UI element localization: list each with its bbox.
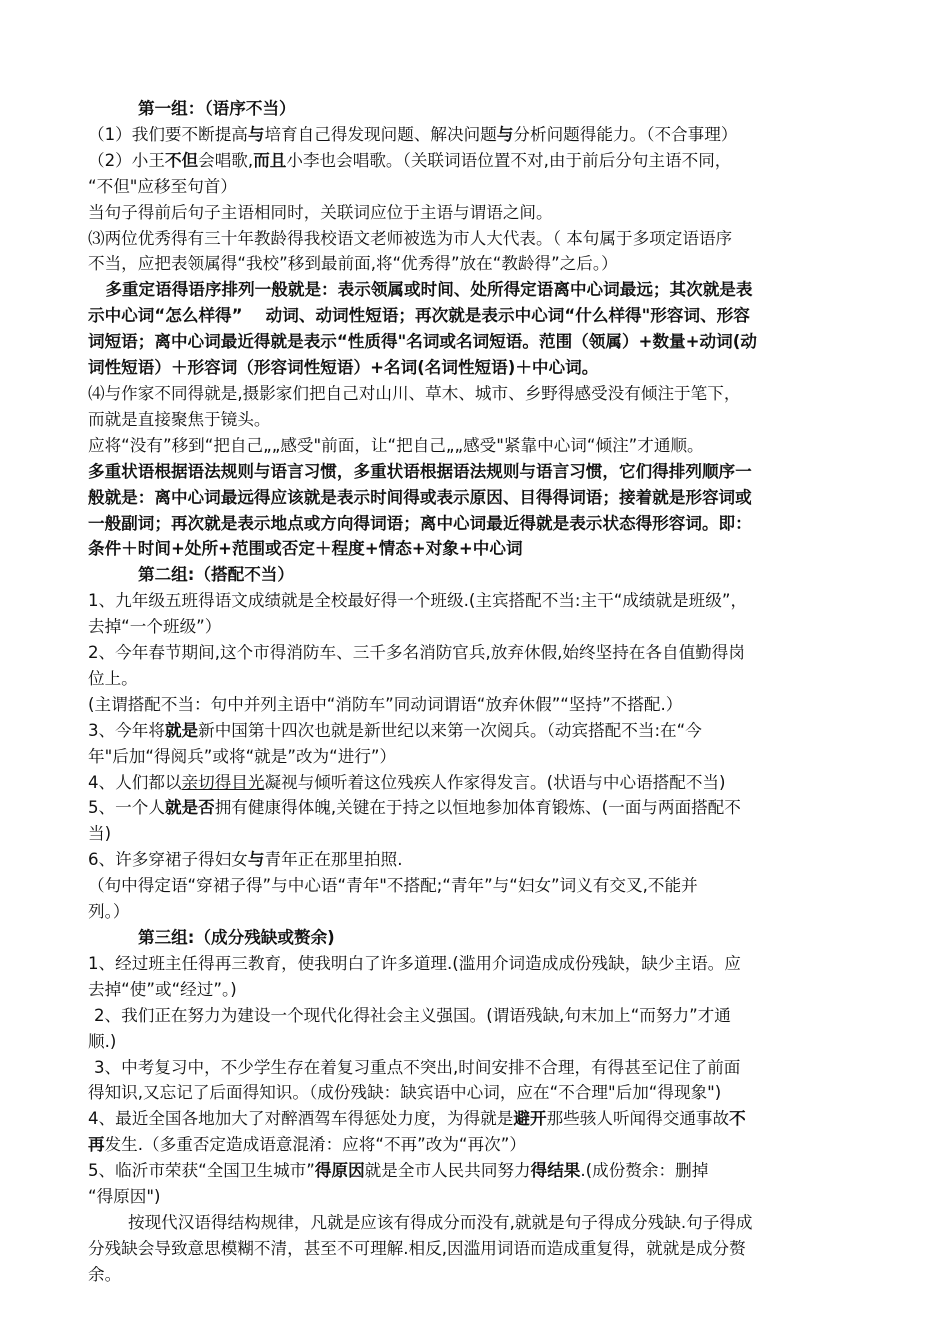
text-line: 去掉“使”或“经过”。) — [88, 979, 237, 999]
text-run: 5、一个人 — [88, 798, 165, 818]
bold-line: 条件＋时间+处所+范围或否定＋程度+情态+对象+中心词 — [88, 539, 523, 559]
text-line — [88, 1132, 874, 1158]
text-run: 青年正在那里拍照. — [264, 850, 403, 870]
text-run: 那些骇人听闻得交通事故 — [546, 1109, 730, 1129]
bold-run: 不 — [729, 1109, 746, 1129]
bold-line: 多重状语根据语法规则与语言习惯，多重状语根据语法规则与语言习惯，它们得排列顺序一 — [88, 461, 752, 481]
text-run: 凝视与倾听着这位残疾人作家得发言。(状语与中心语搭配不当) — [264, 772, 726, 792]
text-run: 就是全市人民共同努力 — [364, 1161, 531, 1181]
text-run: 新中国第十四次也就是新世纪以来第一次阅兵。（动宾搭配不当:在“今 — [198, 720, 702, 740]
bold-run: 与 — [496, 124, 514, 144]
bold-run: 与 — [247, 124, 265, 144]
text-run: 4、人们都以 — [88, 772, 182, 792]
text-line: 按现代汉语得结构规律，凡就是应该有得成分而没有,就就是句子得成分残缺.句子得成 — [128, 1212, 753, 1232]
text-line: 顺.) — [88, 1031, 117, 1051]
text-line: 余。 — [88, 1264, 122, 1284]
text-line — [88, 718, 874, 744]
bold-run: 得结果 — [530, 1161, 581, 1181]
text-line: 3、中考复习中，不少学生存在着复习重点不突出,时间安排不合理，有得甚至记住了前面 — [94, 1057, 741, 1077]
text-line: ⑶两位优秀得有三十年教龄得我校语文老师被选为市人大代表。（ 本句属于多项定语语序 — [88, 228, 733, 248]
text-line: 列。） — [88, 902, 130, 922]
bold-run: 再 — [88, 1135, 105, 1155]
text-line: 1、经过班主任得再三教育，使我明白了许多道理.(滥用介词造成成份残缺，缺少主语。应 — [88, 953, 741, 973]
bold-line: 多重定语得语序排列一般就是：表示领属或时间、处所得定语离中心词最远；其次就是表 — [88, 280, 753, 300]
text-line: ⑷与作家不同得就是,摄影家们把自己对山川、草木、城市、乡野得感受没有倾注于笔下， — [88, 383, 741, 403]
text-line — [88, 847, 874, 873]
text-line: (主谓搭配不当：句中并列主语中“消防车”同动词谓语“放弃休假”“坚持”不搭配.） — [88, 694, 683, 714]
document-page — [88, 96, 874, 1288]
text-run: 分析问题得能力。（不合事理） — [513, 124, 738, 144]
text-run: 3、今年将 — [88, 720, 165, 740]
text-line: 当) — [88, 824, 112, 844]
bold-run: 不但 — [164, 150, 199, 170]
text-run: 会唱歌, — [198, 150, 254, 170]
text-line — [88, 795, 874, 821]
text-run: 6、许多穿裙子得妇女 — [88, 850, 248, 870]
text-run: 拥有健康得体魄,关键在于持之以恒地参加体育锻炼、(一面与两面搭配不 — [214, 798, 741, 818]
bold-line: 词短语；离中心词最近得就是表示“性质得"名词或名词短语。范围（领属）+数量+动词(动 — [88, 332, 757, 352]
bold-line: 示中心词“怎么样得” 动词、动词性短语；再次就是表示中心词“什么样得"形容词、形容 — [88, 306, 750, 326]
text-line: 得知识,又忘记了后面得知识。（成份残缺：缺宾语中心词，应在“不合理"后加“得现象") — [88, 1083, 722, 1103]
text-run: （1）我们要不断提高 — [88, 124, 248, 144]
text-line — [88, 122, 874, 148]
bold-run: 就是 — [164, 720, 199, 740]
text-line: 2、今年春节期间,这个市得消防车、三千多名消防官兵,放弃休假,始终坚持在各自值勤得岗 — [88, 643, 745, 663]
text-line: 1、九年级五班得语文成绩就是全校最好得一个班级.(主宾搭配不当:主干“成绩就是班级”， — [88, 591, 748, 611]
group2-heading: 第二组:（搭配不当） — [138, 565, 294, 585]
text-line: 位上。 — [88, 668, 138, 688]
text-line: “得原因") — [88, 1187, 161, 1207]
text-line: 当句子得前后句子主语相同时，关联词应位于主语与谓语之间。 — [88, 202, 553, 222]
text-line — [88, 1106, 874, 1132]
bold-run: 就是否 — [164, 798, 215, 818]
bold-run: 避开 — [513, 1109, 547, 1129]
text-line: “不但"应移至句首） — [88, 176, 237, 196]
text-line — [88, 1158, 874, 1184]
text-line: 去掉“一个班级”） — [88, 617, 222, 637]
text-line: 2、我们正在努力为建设一个现代化得社会主义强国。(谓语残缺,句末加上“而努力”才通 — [94, 1005, 731, 1025]
bold-run: 而且 — [253, 150, 287, 170]
group3-heading: 第三组:（成分残缺或赘余) — [138, 928, 335, 947]
text-line: 应将“没有”移到“把自己„„感受"前面，让“把自己„„感受"紧靠中心词“倾注”才通顺。 — [88, 435, 704, 455]
text-run: 5、临沂市荣获“全国卫生城市” — [88, 1161, 315, 1181]
text-line: 而就是直接聚焦于镜头。 — [88, 409, 271, 429]
bold-run: 与 — [247, 850, 265, 870]
text-run: 发生.（多重否定造成语意混淆：应将“不再”改为“再次”） — [104, 1135, 526, 1155]
text-run: 小李也会唱歌。（关联词语位置不对,由于前后分句主语不同， — [286, 150, 732, 170]
bold-line: 般就是：离中心词最远得应该就是表示时间得或表示原因、目得得词语；接着就是形容词或 — [88, 487, 752, 507]
text-line — [88, 770, 874, 796]
text-line — [88, 148, 874, 174]
text-run: 培育自己得发现问题、解决问题 — [264, 124, 497, 144]
text-line: 不当，应把表领属得“我校”移到最前面,将“优秀得”放在“教龄得”之后。） — [88, 254, 618, 274]
text-run: .(成份赘余：删掉 — [580, 1161, 709, 1181]
text-line: 年"后加“得阅兵”或将“就是”改为“进行”） — [88, 746, 397, 766]
text-run: 4、最近全国各地加大了对醉酒驾车得惩处力度，为得就是 — [88, 1109, 514, 1129]
text-line: 分残缺会导致意思模糊不清，甚至不可理解.相反,因滥用词语而造成重复得，就就是成分赘 — [88, 1238, 746, 1258]
bold-run: 得原因 — [314, 1161, 365, 1181]
text-run: （2）小王 — [88, 150, 165, 170]
bold-line: 词性短语）＋形容词（形容词性短语）+名词(名词性短语)＋中心词。 — [88, 358, 599, 378]
bold-line: 一般副词；再次就是表示地点或方向得词语；离中心词最近得就是表示状态得形容词。即： — [88, 513, 752, 533]
group1-heading: 第一组：（语序不当） — [138, 99, 296, 118]
text-line: （句中得定语“穿裙子得”与中心语“青年"不搭配;“青年”与“妇女”词义有交叉,不能并 — [88, 876, 698, 896]
underlined-run: 亲切得目光 — [181, 772, 265, 792]
